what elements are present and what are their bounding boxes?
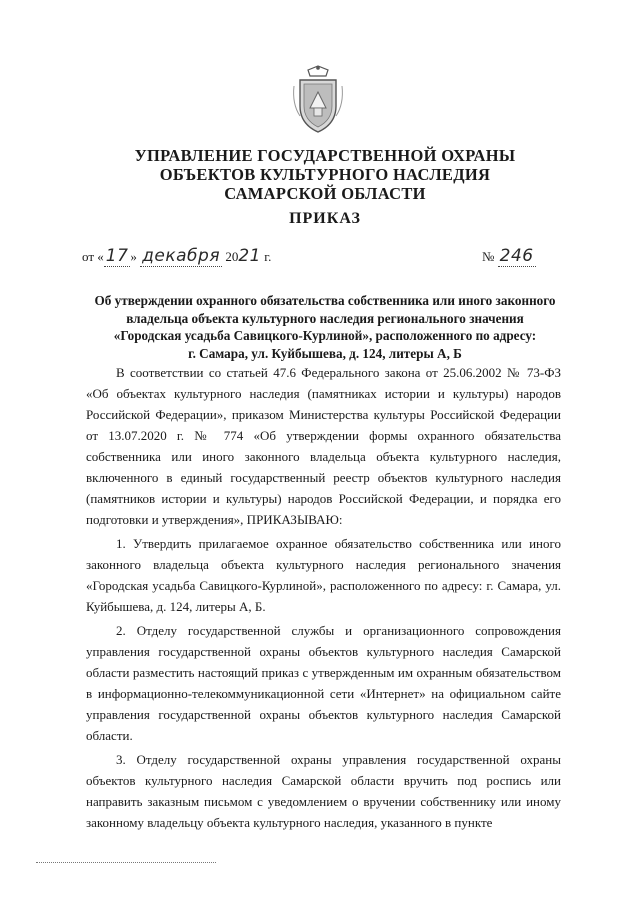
document-type-title: ПРИКАЗ [289,210,361,227]
subject-line: «Городская усадьба Савицкого-Курлиной», расположенного по адресу: [113,328,537,343]
agency-line: ОБЪЕКТОВ КУЛЬТУРНОГО НАСЛЕДИЯ [159,165,491,184]
order-body [86,362,561,833]
agency-line: УПРАВЛЕНИЕ ГОСУДАРСТВЕННОЙ ОХРАНЫ [134,146,516,165]
date-suffix: г. [260,249,272,264]
preamble-paragraph: В соответствии со статьей 47.6 Федерального закона от 25.06.2002 № 73-ФЗ «Об объектах культурного наследия (памятниках истории и культуры) народов Российской Федерации», приказом Министерства культуры Российской Федерации от 13.07.2020 г. № 774 «Об утверждении формы охранного обязательства собственника или иного законного владельца объекта культурного наследия, включенного в единый государственный реестр объектов культурного наследия (памятников истории и культуры) народов Российской Федерации, и порядка его подготовки и утверждения», ПРИКАЗЫВАЮ: [86,365,561,527]
date-month: декабря [142,246,221,266]
order-item-3: 3. Отделу государственной охраны управления государственной охраны объектов культурного наследия Самарской области вручить под роспись или направить заказным письмом с уведомлением о вручении собственнику или иному законному владельцу объекта культурного наследия, указанного в пункте [86,752,561,830]
number-prefix: № [482,249,498,264]
date-day: 17 [105,246,129,266]
order-item-1: 1. Утвердить прилагаемое охранное обязательство собственника или иного законного владельца объекта культурного наследия регионального значения «Городская усадьба Савицкого-Курлиной», расположенного по адресу: г. Самара, ул. Куйбышева, д. 124, литеры А, Б. [86,536,561,614]
date-year-suffix: 21 [238,246,261,266]
order-item-2: 2. Отделу государственной службы и организационного сопровождения управления государственной охраны объектов культурного наследия Самарской области разместить настоящий приказ с утвержденным им охранным обязательством в информационно-телекоммуникационной сети «Интернет» на официальном сайте управления государственной охраны объектов культурного наследия Самарской области. [86,623,561,743]
number-value: 246 [499,246,534,266]
subject-line: Об утверждении охранного обязательства собственника или иного законного [94,293,556,308]
coat-of-arms-samara-icon [290,64,346,134]
order-subject [70,292,580,362]
date-prefix: от « [82,249,104,264]
subject-line: г. Самара, ул. Куйбышева, д. 124, литеры А, Б [188,345,462,361]
agency-header [60,146,590,203]
date-mid: » [130,249,141,264]
footer-divider [36,862,216,863]
order-date [82,246,271,266]
order-number [482,246,536,266]
agency-line: САМАРСКОЙ ОБЛАСТИ [224,184,426,203]
subject-line: владельца объекта культурного наследия регионального значения [126,310,524,326]
date-year-prefix: 20 [222,249,239,264]
